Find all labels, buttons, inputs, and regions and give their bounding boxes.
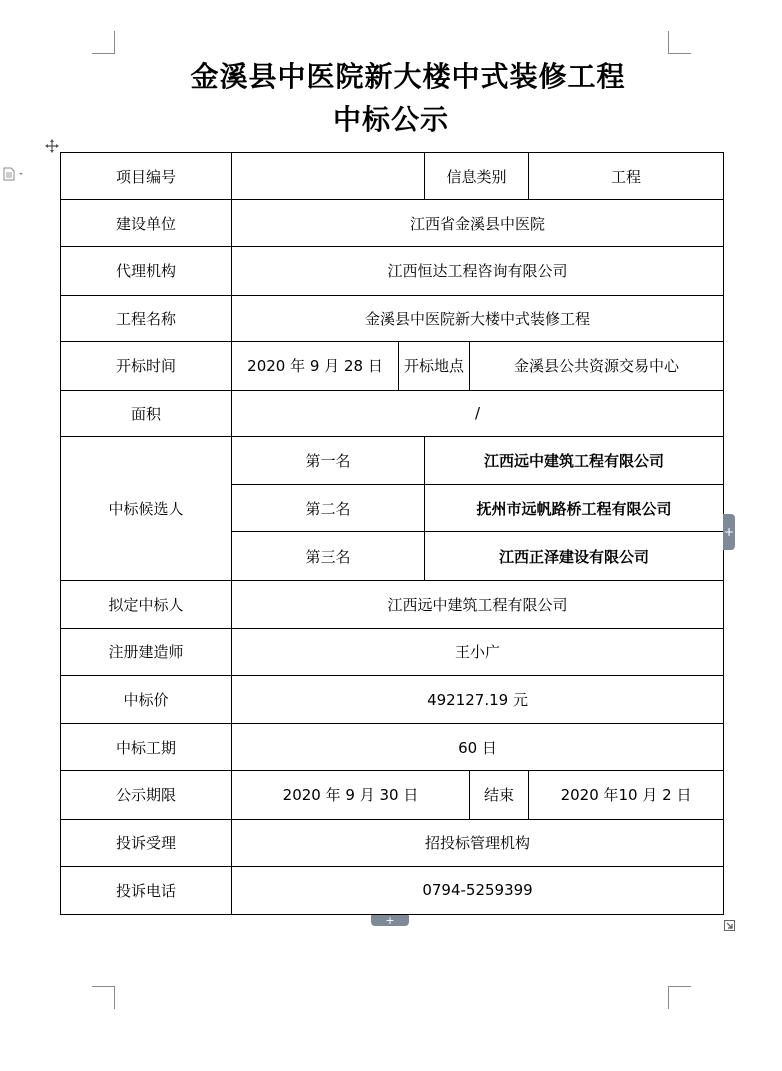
crop-mark-bottom-left <box>92 986 115 1009</box>
table-row <box>61 247 724 295</box>
crop-mark-bottom-right <box>668 986 691 1009</box>
candidate-name: 抚州市远帆路桥工程有限公司 <box>425 485 724 532</box>
price-label: 中标价 <box>61 675 232 723</box>
resize-icon[interactable] <box>724 916 735 927</box>
table-row <box>61 341 724 390</box>
document-subtitle: 中标公示 <box>332 103 449 136</box>
bid-table <box>60 152 724 915</box>
table-row <box>61 580 724 628</box>
phone-value: 0794-5259399 <box>232 866 724 914</box>
agency-value: 江西恒达工程咨询有限公司 <box>232 247 724 295</box>
notice-start: 2020 年 9 月 30 日 <box>232 771 470 819</box>
end-label: 结束 <box>470 771 529 819</box>
candidate-rank: 第三名 <box>232 532 425 580</box>
table-row <box>61 628 724 675</box>
open-time-label: 开标时间 <box>61 341 232 390</box>
table-row <box>61 295 724 341</box>
info-type-value: 工程 <box>529 153 724 200</box>
plus-icon: + <box>385 914 395 927</box>
add-row-button[interactable] <box>371 915 409 926</box>
info-type-label: 信息类别 <box>425 153 529 200</box>
project-no-label: 项目编号 <box>61 153 232 200</box>
duration-value: 60 日 <box>232 724 724 771</box>
table-row <box>61 153 724 200</box>
open-place-label: 开标地点 <box>399 341 470 390</box>
crop-mark-top-left <box>92 31 115 54</box>
project-no-value <box>232 153 425 200</box>
project-name-label: 工程名称 <box>61 295 232 341</box>
notice-end: 2020 年10 月 2 日 <box>529 771 724 819</box>
candidate-rank: 第二名 <box>232 485 425 532</box>
duration-label: 中标工期 <box>61 724 232 771</box>
price-value: 492127.19 元 <box>232 675 724 723</box>
notice-label: 公示期限 <box>61 771 232 819</box>
winner-label: 拟定中标人 <box>61 580 232 628</box>
plus-icon: + <box>723 525 735 539</box>
table-row <box>61 437 724 485</box>
engineer-label: 注册建造师 <box>61 628 232 675</box>
open-time-value: 2020 年 9 月 28 日 <box>232 341 399 390</box>
project-name-value: 金溪县中医院新大楼中式装修工程 <box>232 295 724 341</box>
table-row <box>61 866 724 914</box>
agency-label: 代理机构 <box>61 247 232 295</box>
candidate-name: 江西正泽建设有限公司 <box>425 532 724 580</box>
area-label: 面积 <box>61 390 232 436</box>
crop-mark-top-right <box>668 31 691 54</box>
winner-value: 江西远中建筑工程有限公司 <box>232 580 724 628</box>
table-row <box>61 771 724 819</box>
owner-label: 建设单位 <box>61 200 232 247</box>
candidate-rank: 第一名 <box>232 437 425 485</box>
table-row <box>61 675 724 723</box>
candidates-label: 中标候选人 <box>61 437 232 581</box>
complaint-label: 投诉受理 <box>61 819 232 866</box>
area-value: / <box>232 390 724 436</box>
owner-value: 江西省金溪县中医院 <box>232 200 724 247</box>
table-row <box>61 819 724 866</box>
table-row <box>61 200 724 247</box>
document-icon[interactable] <box>2 166 24 180</box>
document-title: 金溪县中医院新大楼中式装修工程 <box>190 60 626 93</box>
phone-label: 投诉电话 <box>61 866 232 914</box>
open-place-value: 金溪县公共资源交易中心 <box>470 341 724 390</box>
engineer-value: 王小广 <box>232 628 724 675</box>
table-row <box>61 724 724 771</box>
candidate-name: 江西远中建筑工程有限公司 <box>425 437 724 485</box>
table-row <box>61 390 724 436</box>
move-handle-icon[interactable] <box>44 138 60 154</box>
add-column-button[interactable] <box>723 514 735 550</box>
complaint-value: 招投标管理机构 <box>232 819 724 866</box>
